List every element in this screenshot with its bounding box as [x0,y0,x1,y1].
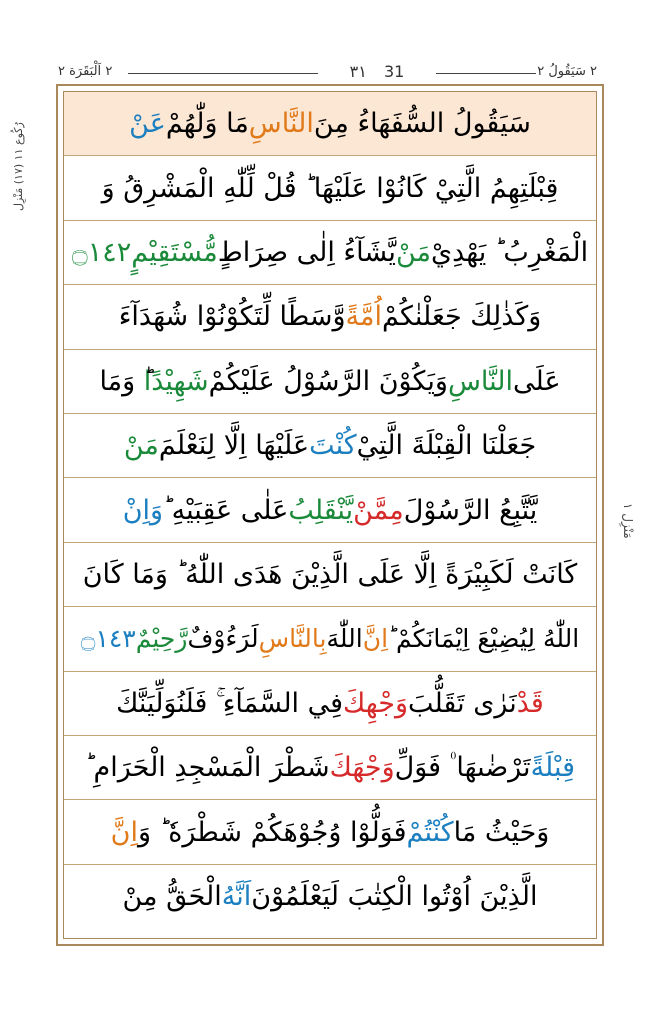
text-segment: وَجْهِكَ [343,687,408,719]
page-number-arabic: ٣١ [349,62,367,81]
header-rule-left [128,73,318,74]
side-note-manzil: مَنْزِل ١ [621,503,635,539]
text-segment: اللّٰهُ لِيُضِيْعَ اِيْمَانَكُمْ ؕ [388,624,580,654]
text-segment: الْحَقُّ مِنْ [122,881,222,913]
text-segment: يَّنْقَلِبُ [288,494,354,526]
text-segment: اَنَّهُ [221,881,252,913]
side-note-left: رُكُوع ١١ (١٧) مَنْزِل [12,122,25,212]
text-line [64,543,596,607]
text-segment: اللّٰهَ [326,624,363,654]
text-line [64,478,596,542]
header-para-name: ٢ سَيَقُولُ ٢ [537,64,597,79]
text-segment: نَرٰى تَقَلُّبَ [407,687,517,719]
text-segment: شَهِيْدًا [143,365,209,397]
text-segment: مِمَّنْ [353,494,404,526]
text-segment: يَّشَآءُ اِلٰى صِرَاطٍ [217,236,396,268]
text-line [64,92,596,156]
text-segment: وَاِنْ [122,494,164,526]
text-line [64,736,596,800]
page-number: 31 [383,62,405,81]
text-segment: رَّحِيْمٌ [135,624,188,654]
header-page-number [332,62,422,81]
page-header [40,62,623,84]
text-segment: اُمَّةً [345,301,382,333]
header-rule-right [436,73,536,74]
text-segment: عَنْ [129,108,166,140]
text-line [64,350,596,414]
text-segment: لَرَءُوْفٌ [187,624,259,654]
text-segment: الَّذِيْنَ اُوْتُوا الْكِتٰبَ لَيَعْلَمُوْنَ [251,881,538,913]
text-segment: مَا وَلّٰهُمْ [165,108,249,140]
text-segment: بِالنَّاسِ [258,624,327,654]
text-segment: مَنْ [395,236,431,268]
text-segment: كُنْتَ [309,430,357,462]
text-segment: شَطْرَ الْمَسْجِدِ الْحَرَامِ ؕ [84,752,330,784]
text-segment: عَلٰى عَقِبَيْهِ ؕ [163,494,289,526]
text-line [64,414,596,478]
page-frame [56,84,604,946]
text-segment: اِنَّ [362,624,389,654]
text-segment: عَلَيْهَا اِلَّا لِنَعْلَمَ [158,430,310,462]
text-segment: كُنْتُمْ [406,816,454,848]
text-segment: النَّاسِ [447,365,513,397]
text-segment: تَرْضٰىهَا ۠ فَوَلِّ [394,752,531,784]
text-segment: فِي السَّمَآءِ ۚ فَلَنُوَلِّيَنَّكَ [116,687,344,719]
text-line [64,221,596,285]
text-line [64,285,596,349]
text-segment: ۝١٤٢ [71,236,132,268]
text-line [64,672,596,736]
text-segment: الْمَغْرِبُ ؕ يَهْدِيْ [430,236,589,268]
text-line [64,865,596,929]
text-line [64,800,596,864]
text-segment: يَّتَّبِعُ الرَّسُوْلَ [403,494,538,526]
text-segment: وَّسَطًا لِّتَكُوْنُوْا شُهَدَآءَ [118,301,346,333]
text-segment: قَدْ [516,687,544,719]
text-segment: فَوَلُّوْا وُجُوْهَكُمْ شَطْرَهٗ ؕ وَ [138,816,407,848]
text-segment: النَّاسِ [248,108,314,140]
text-line [64,156,596,220]
text-segment: وَيَكُوْنَ الرَّسُوْلُ عَلَيْكُمْ [208,365,448,397]
text-segment: ۝١٤٣ [80,624,136,654]
text-segment: مَنْ [123,430,159,462]
text-lines-container [63,91,597,939]
header-surah-name: ٢ اَلْبَقَرَة ٢ [58,64,113,79]
text-segment: مُّسْتَقِيْمٍ [131,236,218,268]
text-segment: كَانَتْ لَكَبِيْرَةً اِلَّا عَلَى الَّذِيْنَ هَدَى اللّٰهُ ؕ وَمَا كَانَ [82,558,578,590]
text-line [64,607,596,671]
text-segment: وَجْهَكَ [329,752,395,784]
text-segment: عَلَى [513,365,561,397]
text-segment: وَكَذٰلِكَ جَعَلْنٰكُمْ [382,301,542,333]
text-segment: قِبْلَةً [530,752,576,784]
text-segment: ؕ وَمَا [99,365,144,397]
text-segment: قِبْلَتِهِمُ الَّتِيْ كَانُوْا عَلَيْهَا ؕ قُلْ لِّلّٰهِ الْمَشْرِقُ وَ [101,172,559,204]
text-segment: وَحَيْثُ مَا [453,816,550,848]
text-segment: جَعَلْنَا الْقِبْلَةَ الَّتِيْ [356,430,537,462]
text-segment: سَيَقُولُ السُّفَهَاءُ مِنَ [313,108,531,140]
text-segment: اِنَّ [110,816,139,848]
